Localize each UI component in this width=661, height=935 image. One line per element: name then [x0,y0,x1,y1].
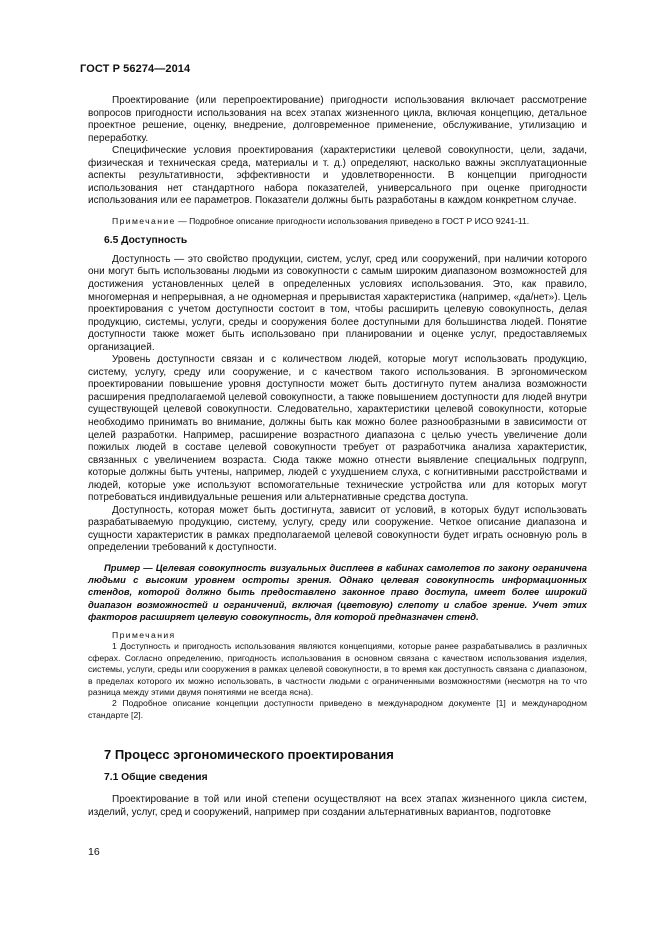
notes-title-label: Примечания [112,630,176,641]
note-label: Примечание [112,215,176,226]
example-text: Пример — Целевая совокупность визуальных дисплеев в кабинах самолетов по закону ограничена людьми с высоким уровнем остроты зрения. Однако целевая совокупность информационных стендов, которой должно быть предоставлено законное право доступа, имеет более широкий диапазон возможностей и ограничений, включая (цветовую) слепоту и слабое зрение. Учет этих факторов расширяет целевую совокупность, для которой предназначен стенд. [88,562,587,622]
section-heading-6-5: 6.5 Доступность [104,235,188,247]
note [88,216,587,227]
paragraph: Доступность, которая может быть достигнута, зависит от условий, в которых будут использовать разрабатываемую продукцию, систему, услугу, среду или сооружение. Четкое описание диапазона и сущности характеристик в рамках предполагаемой целевой совокупности будет играть основную роль в определении требований к доступности. [88,504,587,554]
note-2: 2 Подробное описание концепции доступности приведено в международном документе [1] и международном стандарте [2]. [88,698,587,720]
paragraph: Проектирование (или перепроектирование) пригодности использования включает рассмотрение вопросов пригодности использования на всех этапах жизненного цикла, включая концепцию, детальное проектное решение, оценку, внедрение, долговременное применение, обслуживание, утилизацию и переработку. [88,95,587,144]
section-heading-7-1: 7.1 Общие сведения [104,771,208,783]
document-code: ГОСТ Р 56274—2014 [80,63,191,75]
note-1: 1 Доступность и пригодность использования являются концепциями, которые ранее разрабатывались в различных сферах. Согласно определению, пригодность использования в основном связана с качеством использования изделия, системы, услуги, среды или сооружения в рамках целевой совокупности, в то время как доступность связана с диапазоном, в пределах которого их можно использовать, в частности людьми с ограниченными возможностями (несмотря на то что разница между этими двумя понятиями не всегда ясна). [88,641,587,698]
paragraph: Доступность — это свойство продукции, систем, услуг, сред или сооружений, при наличии которого они могут быть использованы людьми из совокупности с самым широким диапазоном возможностей для достижения установленных целей в определенных условиях использования. Это, как правило, многомерная и непрерывная, а не одномерная и прерывистая характеристика (например, «да/нет»). Цель проектирования с учетом доступности состоит в том, чтобы расширить целевую совокупность, делая продукцию, системы, услуги, среды и сооружения более доступными для большинства людей. Понятие доступности также может быть использовано при планировании и оценке услуг, предоставляемых организацией. [88,253,587,353]
page-content [88,95,587,819]
section-heading-7: 7 Процесс эргономического проектирования [104,747,394,763]
paragraph: Специфические условия проектирования (характеристики целевой совокупности, цели, задачи, физическая и техническая среда, материалы и т. д.) определяют, насколько важны эксплуатационные аспекты результативности, эффективности и удовлетворенности. В концепции пригодности использования нет стандартного набора показателей, универсального при оценке пригодности использования или ее параметров. Показатели должны быть разработаны в каждом конкретном случае. [88,145,587,207]
notes-title [88,630,587,641]
note-text: — Подробное описание пригодности использования приведено в ГОСТ Р ИСО 9241-11. [175,215,530,226]
paragraph: Проектирование в той или иной степени осуществляют на всех этапах жизненного цикла систем, изделий, услуг, сред и сооружений, например при создании альтернативных вариантов, подготовке [88,794,587,818]
page-number: 16 [88,846,100,858]
paragraph: Уровень доступности связан и с количеством людей, которые могут использовать продукцию, систему, услугу, среду или сооружение, и с качеством такого использования. В эргономическом проектировании повышение уровня доступности может быть достигнуто путем анализа возможности расширения предполагаемой целевой совокупности, а также повышением доступности для людей внутри существующей целевой совокупности. Следовательно, характеристики целевой совокупности, которые необходимо принимать во внимание, должны быть как можно более разнообразными в зависимости от целей разработки. Например, расширение возрастного диапазона с целью учесть увеличение доли пожилых людей в составе целевой совокупности требует от разработчика анализа характеристик, связанных с увеличением возраста. Сюда также можно отнести выявление специальных подгрупп, которые должны быть учтены, например, людей с ухудшением слуха, с когнитивными расстройствами и людей, которые уже используют вспомогательные технические устройства или для которых могут потребоваться индивидуальные решения или альтернативные средства доступа. [88,354,587,504]
